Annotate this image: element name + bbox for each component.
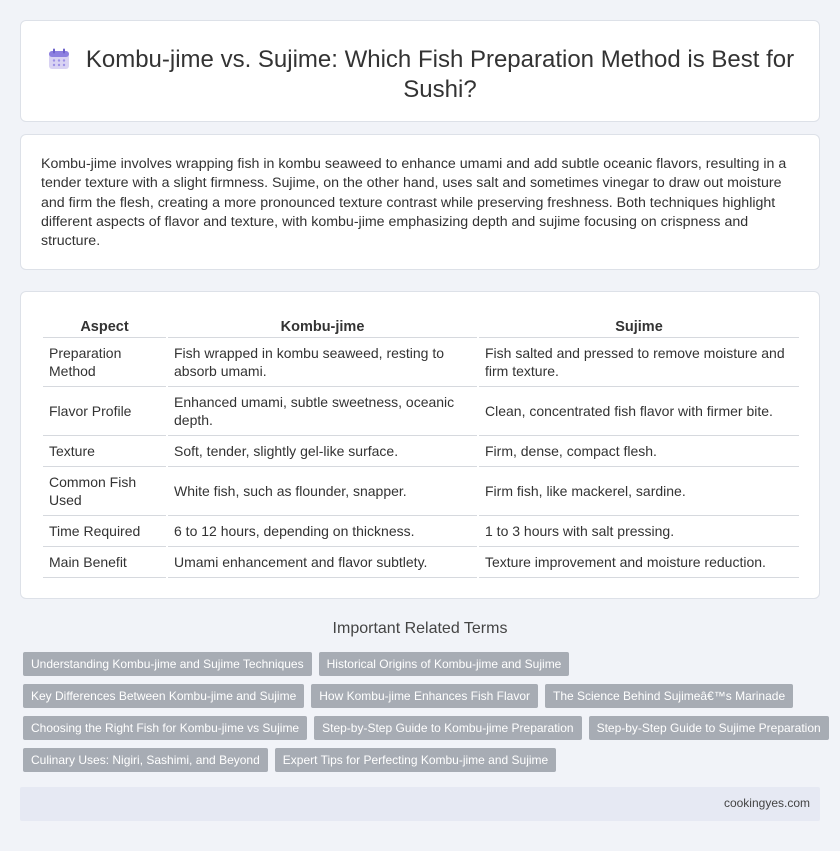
- aspect-cell: Common Fish Used: [43, 466, 167, 515]
- footer-site-name: cookingyes.com: [723, 796, 810, 810]
- kombu-jime-cell: Fish wrapped in kombu seaweed, resting to absorb umami.: [167, 337, 478, 386]
- table-row: [43, 337, 799, 386]
- title-card: [20, 20, 820, 122]
- related-term-link[interactable]: Key Differences Between Kombu-jime and Sujime: [23, 684, 304, 708]
- related-term-link[interactable]: Step-by-Step Guide to Kombu-jime Preparation: [314, 716, 581, 740]
- table-row: [43, 515, 799, 546]
- aspect-cell: Preparation Method: [43, 337, 167, 386]
- aspect-cell: Texture: [43, 435, 167, 466]
- related-term-link[interactable]: Historical Origins of Kombu-jime and Sujime: [319, 652, 570, 676]
- header-sujime: Sujime: [478, 317, 799, 337]
- table-row: [43, 386, 799, 435]
- related-term-link[interactable]: Understanding Kombu-jime and Sujime Techniques: [23, 652, 312, 676]
- footer: [20, 787, 820, 821]
- sujime-cell: Texture improvement and moisture reduction.: [478, 546, 799, 577]
- related-terms-heading: Important Related Terms: [332, 620, 508, 637]
- sujime-cell: Clean, concentrated fish flavor with firmer bite.: [478, 386, 799, 435]
- comparison-table: [43, 317, 799, 578]
- sujime-cell: Firm, dense, compact flesh.: [478, 435, 799, 466]
- aspect-cell: Time Required: [43, 515, 167, 546]
- sujime-cell: Fish salted and pressed to remove moisture and firm texture.: [478, 337, 799, 386]
- related-term-link[interactable]: The Science Behind Sujimeâ€™s Marinade: [545, 684, 793, 708]
- kombu-jime-cell: Soft, tender, slightly gel-like surface.: [167, 435, 478, 466]
- aspect-cell: Flavor Profile: [43, 386, 167, 435]
- sujime-cell: 1 to 3 hours with salt pressing.: [478, 515, 799, 546]
- related-term-link[interactable]: Choosing the Right Fish for Kombu-jime vs Sujime: [23, 716, 307, 740]
- comparison-card: [20, 291, 820, 599]
- header-kombu-jime: Kombu-jime: [167, 317, 478, 337]
- related-terms-list: [23, 652, 823, 780]
- related-term-link[interactable]: How Kombu-jime Enhances Fish Flavor: [311, 684, 538, 708]
- related-term-link[interactable]: Step-by-Step Guide to Sujime Preparation: [589, 716, 829, 740]
- sujime-cell: Firm fish, like mackerel, sardine.: [478, 466, 799, 515]
- table-row: [43, 435, 799, 466]
- kombu-jime-cell: Enhanced umami, subtle sweetness, oceanic depth.: [167, 386, 478, 435]
- kombu-jime-cell: White fish, such as flounder, snapper.: [167, 466, 478, 515]
- table-row: [43, 466, 799, 515]
- kombu-jime-cell: 6 to 12 hours, depending on thickness.: [167, 515, 478, 546]
- related-term-link[interactable]: Culinary Uses: Nigiri, Sashimi, and Beyond: [23, 748, 268, 772]
- header-aspect: Aspect: [43, 317, 167, 337]
- related-term-link[interactable]: Expert Tips for Perfecting Kombu-jime and Sujime: [275, 748, 556, 772]
- kombu-jime-cell: Umami enhancement and flavor subtlety.: [167, 546, 478, 577]
- aspect-cell: Main Benefit: [43, 546, 167, 577]
- table-header-row: [43, 317, 799, 337]
- intro-card: [20, 134, 820, 270]
- page-title: Kombu-jime vs. Sujime: Which Fish Preparation Method is Best for Sushi?: [85, 46, 795, 103]
- table-row: [43, 546, 799, 577]
- intro-paragraph: Kombu-jime involves wrapping fish in kombu seaweed to enhance umami and add subtle oceanic flavors, resulting in a tender texture with a slight firmness. Sujime, on the other hand, uses salt and sometimes vinegar to draw out moisture and firm the flesh, creating a more pronounced texture contrast while preserving freshness. Both techniques highlight different aspects of flavor and texture, with kombu-jime emphasizing depth and sujime focusing on crispness and structure.: [41, 156, 787, 250]
